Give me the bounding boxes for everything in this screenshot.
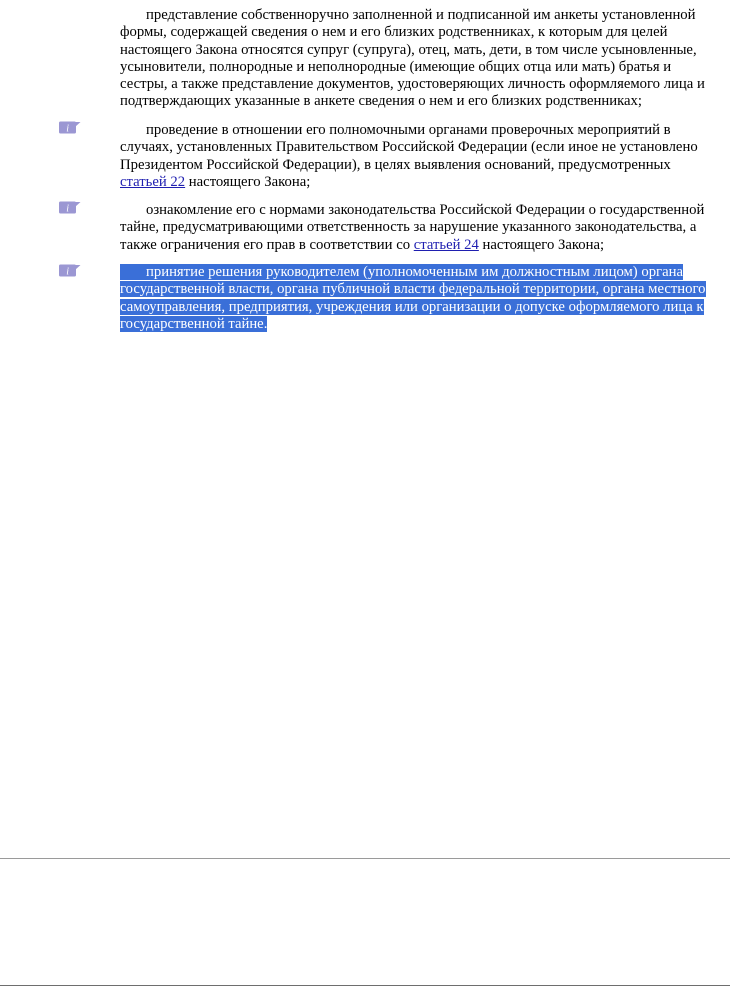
paragraph-text: настоящего Закона; xyxy=(478,236,605,253)
paragraph-anketa xyxy=(120,7,708,111)
svg-text:i: i xyxy=(66,123,69,135)
article-22-link[interactable]: статьей 22 xyxy=(120,173,186,190)
paragraph-decision xyxy=(120,264,708,333)
svg-text:i: i xyxy=(66,203,69,215)
info-note-icon[interactable] xyxy=(59,121,81,135)
paragraph-text: проведение в отношении его полномочными органами проверочных мероприятий в случаях, установленных Правительством Российской Федерации (если иное не установлено Президентом Российской Федерации), в целях выявления оснований, предусмотренных xyxy=(120,122,698,173)
paragraph-text: представление собственноручно заполненной и подписанной им анкеты установленной формы, содержащей сведения о нем и его близких родственниках, к которым для целей настоящего Закона относятся супруг (супруга), отец, мать, дети, в том числе усыновленные, усыновители, полнородные и неполнородные (имеющие общих отца или мать) братья и сестры, а также представление документов, удостоверяющих личность оформляемого лица и подтверждающих указанные в анкете сведения о нем и его близких родственниках; xyxy=(120,7,705,110)
info-note-icon[interactable] xyxy=(59,201,81,215)
paragraph-familiarization xyxy=(120,202,708,254)
paragraph-text: настоящего Закона; xyxy=(185,173,311,190)
selected-text[interactable] xyxy=(120,264,706,332)
paragraph-checks xyxy=(120,122,708,191)
info-note-icon[interactable] xyxy=(59,264,81,278)
paragraph-text: принятие решения руководителем (уполномоченным им должностным лицом) органа государственной власти, органа публичной власти федеральной территории, органа местного самоуправления, предприятия, учреждения или организации о допуске оформляемого лица к государственной тайне. xyxy=(120,264,706,332)
paragraph-text: ознакомление его с нормами законодательства Российской Федерации о государственной тайне, предусматривающими ответственность за нарушение указанного законодательства, а также ограничения его прав в соответствии со xyxy=(120,202,705,253)
page-divider xyxy=(0,858,730,859)
svg-text:i: i xyxy=(66,266,69,278)
article-24-link[interactable]: статьей 24 xyxy=(413,236,479,253)
